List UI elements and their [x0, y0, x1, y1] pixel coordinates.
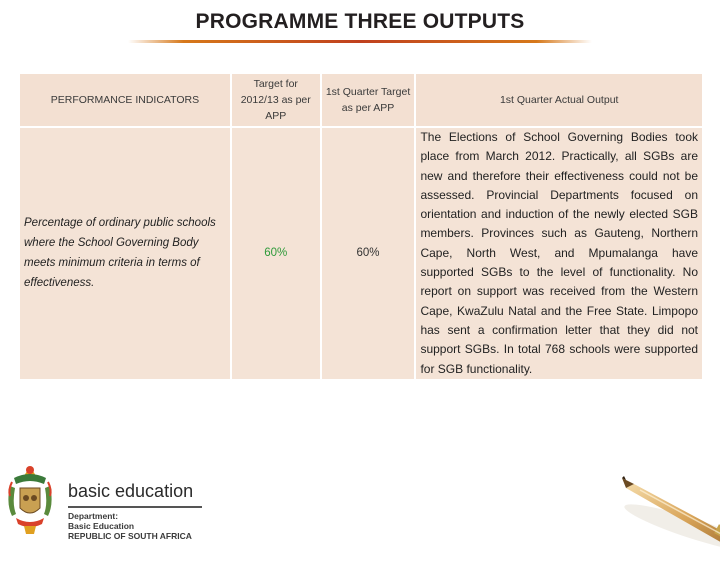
header-q1-target: 1st Quarter Target as per APP: [325, 86, 411, 114]
header-target: Target for 2012/13 as per APP: [240, 78, 311, 122]
header-cell: [322, 74, 415, 126]
table-header-row: [20, 74, 702, 126]
table-cell: [20, 128, 230, 379]
outputs-table: [18, 72, 704, 381]
target-value: 60%: [264, 247, 288, 260]
header-q1-actual: 1st Quarter Actual Output: [499, 94, 619, 106]
table-cell: [416, 128, 702, 379]
page-title: PROGRAMME THREE OUTPUTS: [195, 10, 525, 33]
indicator-text: Percentage of ordinary public schools where the School Governing Body meets minimum criteria in terms of effectiveness.: [24, 217, 216, 290]
header-cell: [416, 74, 702, 126]
coat-of-arms-icon: [2, 460, 58, 540]
title-underline: [128, 40, 592, 43]
table-row: [20, 128, 702, 379]
brand-divider: [68, 506, 202, 508]
pen-icon: [596, 468, 720, 564]
brand-line: REPUBLIC OF SOUTH AFRICA: [68, 531, 192, 541]
header-cell: [20, 74, 230, 126]
q1-actual-output-text: The Elections of School Governing Bodies took place from March 2012. Practically, all SGBs are new and therefore their effectiveness could not be assessed. Provincial Departments focused on orientation and induction of the newly elected SGB members. Provinces such as Gauteng, Northern Cape, North West, and Mpumalanga have supported SGBs to the level of functionality. No report on support was received from the Western Cape, KwaZulu Natal and the Free State. Limpopo has sent a confirmation letter that they did not support SGBs. In total 768 schools were supported for SGB functionality.: [420, 130, 698, 376]
header-performance-indicators: PERFORMANCE INDICATORS: [50, 94, 200, 106]
brand-line: Department:: [68, 511, 119, 521]
header-cell: [232, 74, 320, 126]
brand-line: Basic Education: [68, 521, 135, 531]
brand-name: basic education: [68, 481, 194, 501]
table-cell: [322, 128, 415, 379]
table-cell: [232, 128, 320, 379]
department-branding: [68, 480, 202, 541]
q1-target-value: 60%: [356, 247, 380, 260]
